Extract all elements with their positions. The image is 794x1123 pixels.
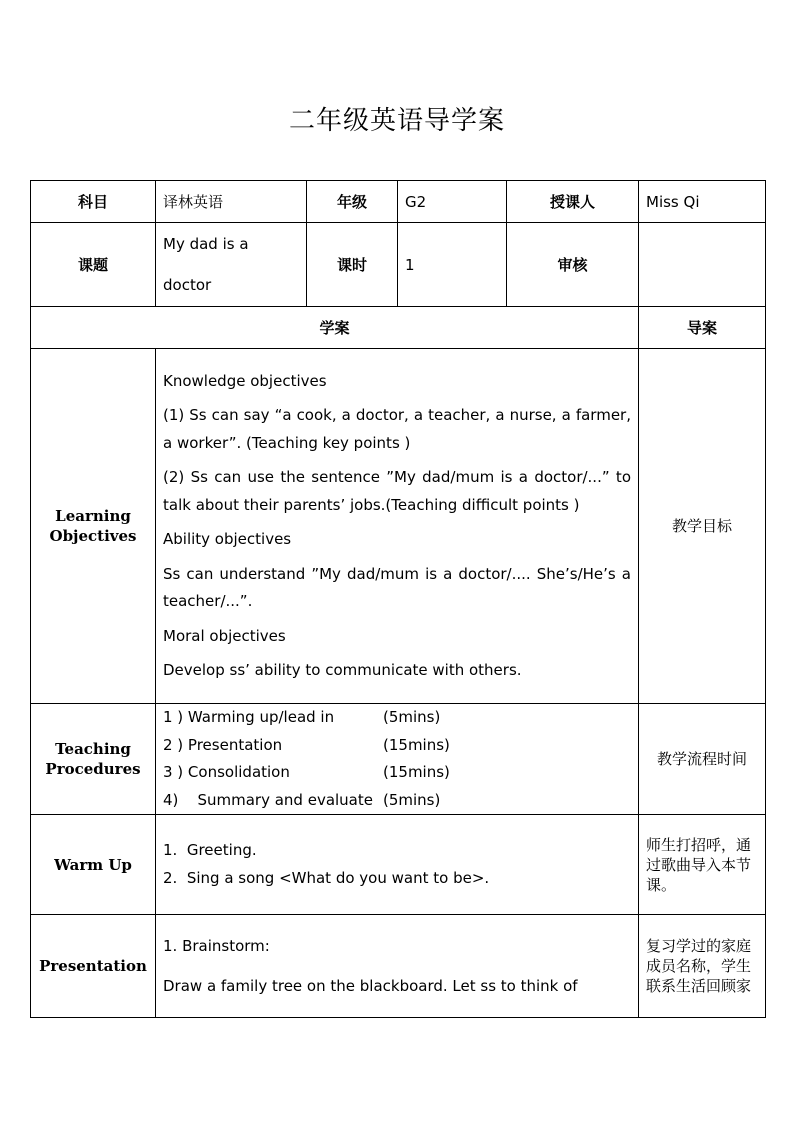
period-value: 1 xyxy=(398,223,507,307)
procedure-step-name: 2 ) Presentation xyxy=(163,735,283,754)
procedure-step xyxy=(163,759,631,787)
knowledge-heading: Knowledge objectives xyxy=(163,371,327,390)
teaching-procedures-content xyxy=(156,704,639,815)
presentation-guide: 复习学过的家庭成员名称，学生联系生活回顾家 xyxy=(639,915,766,1018)
review-value xyxy=(639,223,766,307)
topic-label: 课题 xyxy=(31,223,156,307)
teaching-procedures-row xyxy=(31,704,766,815)
learning-objectives-row xyxy=(31,349,766,704)
knowledge-objective-1: (1) Ss can say “a cook, a doctor, a teacher, a nurse, a farmer, a worker”. (Teaching key points ) xyxy=(163,406,631,452)
procedure-step xyxy=(163,732,631,760)
presentation-item-1: 1. Brainstorm: xyxy=(163,937,270,955)
ability-heading: Ability objectives xyxy=(163,530,292,548)
presentation-label: Presentation xyxy=(31,915,156,1018)
procedure-step-name: 3 ) Consolidation xyxy=(163,763,290,781)
lesson-plan-table xyxy=(30,180,766,1018)
grade-label: 年级 xyxy=(307,181,398,223)
grade-value: G2 xyxy=(398,181,507,223)
subject-label: 科目 xyxy=(31,181,156,223)
topic-value xyxy=(156,223,307,307)
learning-label-line-1: Learning xyxy=(55,507,131,525)
ability-objective-1: Ss can understand ”My dad/mum is a doctor/.... She’s/He’s a teacher/...”. xyxy=(163,564,631,610)
learning-guide: 教学目标 xyxy=(639,349,766,704)
review-label: 审核 xyxy=(507,223,639,307)
topic-value-line-1: My dad is a xyxy=(163,234,249,253)
learning-label-line-2: Objectives xyxy=(49,527,137,545)
procedure-step-time: (5mins) xyxy=(383,790,441,809)
warm-up-item: 1. Greeting. xyxy=(163,841,257,859)
warm-up-row xyxy=(31,815,766,915)
procedures-label-line-1: Teaching xyxy=(55,740,131,758)
procedure-step-name: 1 ) Warming up/lead in xyxy=(163,708,335,726)
moral-heading: Moral objectives xyxy=(163,626,286,645)
section-header-row xyxy=(31,307,766,349)
warm-up-content xyxy=(156,815,639,915)
teacher-label: 授课人 xyxy=(507,181,639,223)
knowledge-objective-2: (2) Ss can use the sentence ”My dad/mum is a doctor/...” to talk about their parents’ jobs.(Teaching difficult points ) xyxy=(163,468,631,514)
learning-objectives-label xyxy=(31,349,156,704)
presentation-item-2: Draw a family tree on the blackboard. Let ss to think of xyxy=(163,977,578,995)
guide-plan-header: 导案 xyxy=(639,307,766,349)
procedure-step xyxy=(163,787,631,815)
warm-up-item: 2. Sing a song <What do you want to be>. xyxy=(163,868,490,887)
procedure-step-time: (15mins) xyxy=(383,763,450,781)
info-row-1 xyxy=(31,181,766,223)
topic-value-line-2: doctor xyxy=(163,275,212,294)
procedure-step-time: (5mins) xyxy=(383,708,441,726)
warm-up-label: Warm Up xyxy=(31,815,156,915)
presentation-content xyxy=(156,915,639,1018)
procedures-label-line-2: Procedures xyxy=(45,760,141,778)
period-label: 课时 xyxy=(307,223,398,307)
procedure-step-name: 4) Summary and evaluate xyxy=(163,790,373,809)
info-row-2 xyxy=(31,223,766,307)
page-title: 二年级英语导学案 xyxy=(288,106,505,136)
procedures-guide: 教学流程时间 xyxy=(639,704,766,815)
learning-objectives-content xyxy=(156,349,639,704)
subject-value: 译林英语 xyxy=(156,181,307,223)
teacher-value: Miss Qi xyxy=(639,181,766,223)
procedure-step-time: (15mins) xyxy=(383,735,450,754)
procedure-step xyxy=(163,704,631,732)
warm-up-guide: 师生打招呼，通过歌曲导入本节课。 xyxy=(639,815,766,915)
moral-objective-1: Develop ss’ ability to communicate with others. xyxy=(163,661,522,679)
teaching-procedures-label xyxy=(31,704,156,815)
study-plan-header: 学案 xyxy=(31,307,639,349)
presentation-row xyxy=(31,915,766,1018)
